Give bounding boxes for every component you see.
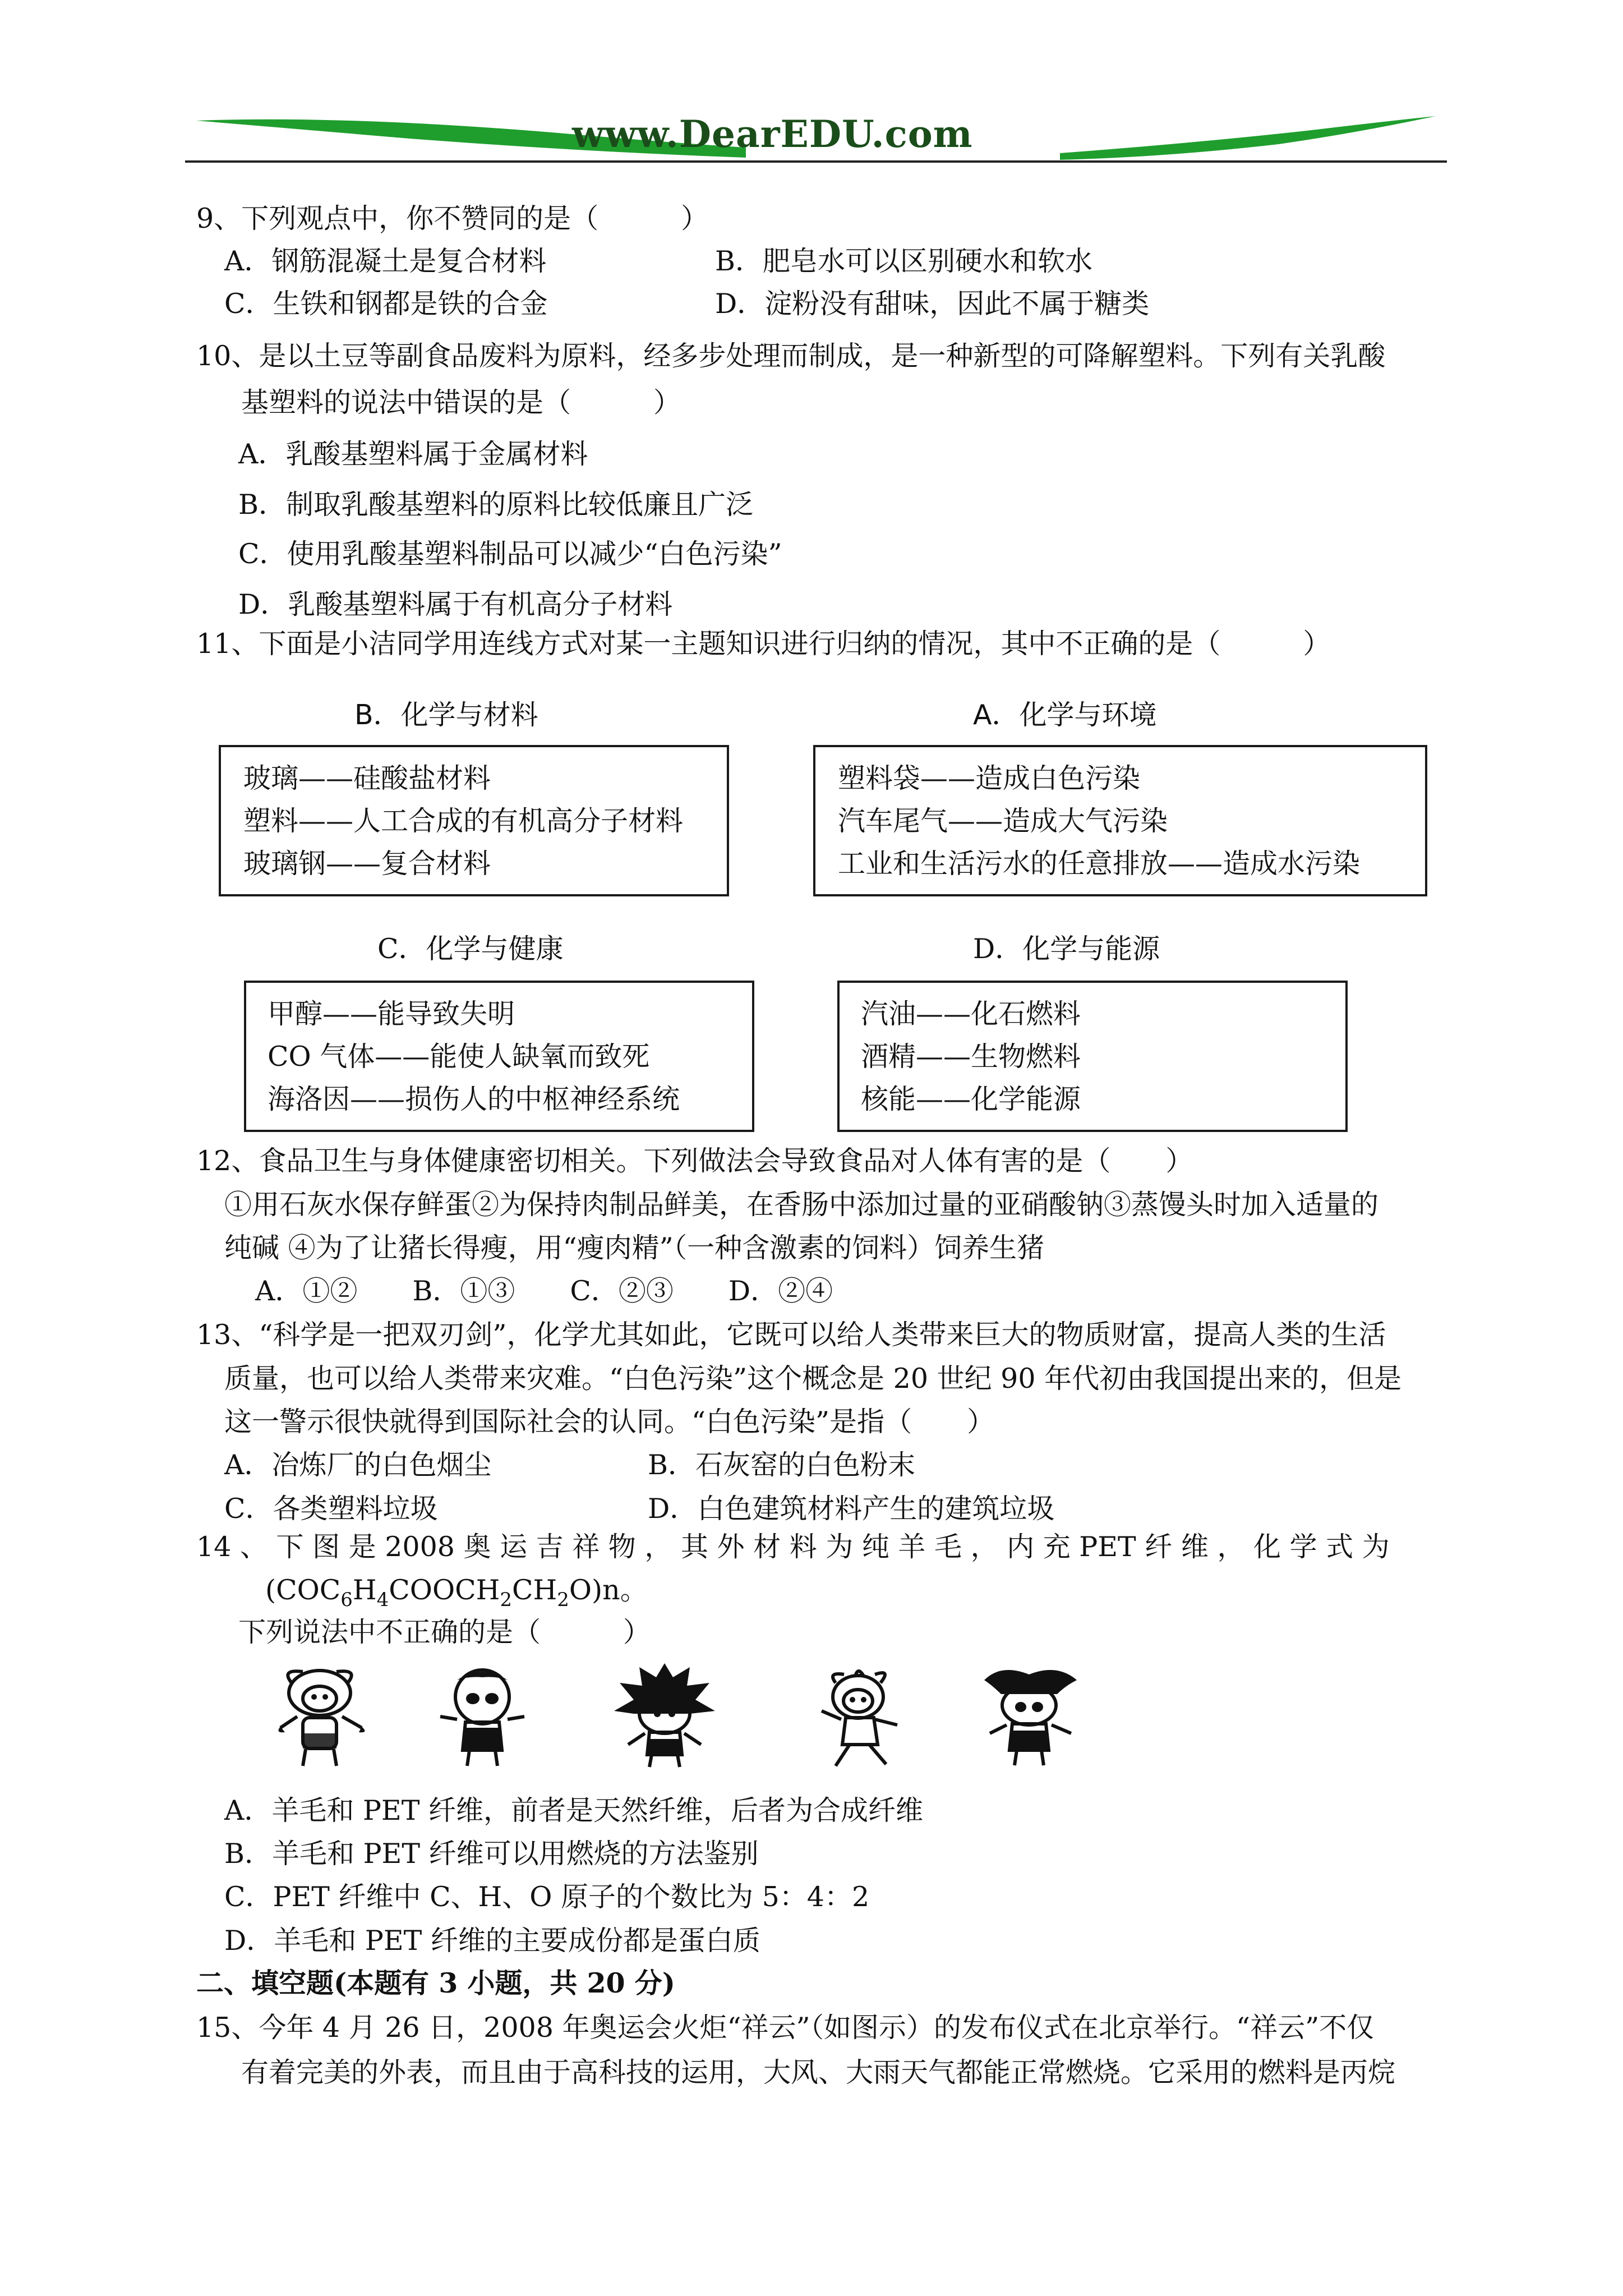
mascots-figure <box>252 1660 1122 1773</box>
q9-option-d: D．淀粉没有甜味，因此不属于糖类 <box>715 288 1150 320</box>
q11-box-a-line3: 工业和生活污水的任意排放——造成水污染 <box>838 848 1361 880</box>
q11-box-b-line1: 玻璃——硅酸盐材料 <box>243 762 491 794</box>
q13-option-a: A．冶炼厂的白色烟尘 <box>224 1449 492 1481</box>
q11-box-c-title: C．化学与健康 <box>377 933 564 965</box>
q13-line3: 这一警示很快就得到国际社会的认同。“白色污染”是指（ ） <box>224 1406 995 1438</box>
q9-option-b: B．肥皂水可以区别硬水和软水 <box>715 245 1093 277</box>
q11-stem: 11、下面是小洁同学用连线方式对某一主题知识进行归纳的情况，其中不正确的是（ ） <box>196 628 1331 660</box>
q11-box-d-title: D．化学与能源 <box>973 933 1160 965</box>
q13-line1: 13、“科学是一把双刃剑”，化学尤其如此，它既可以给人类带来巨大的物质财富，提高人类的生活 <box>196 1319 1386 1351</box>
formula-subscript: 4 <box>376 1589 389 1611</box>
q10-option-a: A．乳酸基塑料属于金属材料 <box>238 438 588 470</box>
mascot-jingjing-drawing <box>423 1666 541 1770</box>
mascot-nini-drawing <box>967 1663 1091 1770</box>
header-banner <box>185 104 1447 165</box>
q11-box-d-line1: 汽油——化石燃料 <box>861 998 1081 1030</box>
q11-box-b <box>219 745 729 896</box>
formula-subscript: 2 <box>500 1589 512 1611</box>
q12-line2: 纯碱 ④为了让猪长得瘦，用“瘦肉精”（一种含激素的饲料）饲养生猪 <box>224 1232 1045 1264</box>
q10-option-d: D．乳酸基塑料属于有机高分子材料 <box>238 588 673 620</box>
q13-option-c: C．各类塑料垃圾 <box>224 1493 438 1525</box>
q14-option-d: D．羊毛和 PET 纤维的主要成份都是蛋白质 <box>224 1925 760 1957</box>
formula-subscript: 6 <box>340 1589 353 1611</box>
q11-box-d-line2: 酒精——生物燃料 <box>861 1041 1081 1073</box>
section2-title: 二、填空题(本题有 3 小题，共 20 分) <box>196 1967 675 1999</box>
q14-option-a: A．羊毛和 PET 纤维，前者是天然纤维，后者为合成纤维 <box>224 1795 923 1826</box>
q10-option-b: B．制取乳酸基塑料的原料比较低廉且广泛 <box>238 489 754 521</box>
mascot-huanhuan-drawing <box>600 1660 729 1770</box>
q14-line1: 14 、 下 图 是 2008 奥 运 吉 祥 物 ， 其 外 材 料 为 纯 羊 毛 ， 内 充 PET 纤 维 ， 化 学 式 为 <box>196 1531 1390 1563</box>
q11-box-c-line2: CO 气体——能使人缺氧而致死 <box>268 1041 650 1073</box>
q12-options: A．①② B．①③ C．②③ D．②④ <box>255 1275 833 1307</box>
q11-box-a-line2: 汽车尾气——造成大气污染 <box>838 805 1168 837</box>
q11-box-d <box>837 981 1348 1132</box>
q12-stem: 12、食品卫生与身体健康密切相关。下列做法会导致食品对人体有害的是（ ） <box>196 1145 1193 1177</box>
q10-option-c: C．使用乳酸基塑料制品可以减少“白色污染” <box>238 538 782 570</box>
q11-box-d-line3: 核能——化学能源 <box>861 1083 1081 1115</box>
q15-line1: 15、今年 4 月 26 日，2008 年奥运会火炬“祥云”（如图示）的发布仪式在北京举行。“祥云”不仅 <box>196 2012 1375 2044</box>
q9-option-a: A．钢筋混凝土是复合材料 <box>224 245 547 277</box>
q14-formula <box>265 1573 648 1617</box>
q9-stem: 9、下列观点中，你不赞同的是（ ） <box>196 203 709 234</box>
site-logo-text: www.DearEDU.com <box>572 112 973 156</box>
formula-part: H <box>352 1574 377 1606</box>
formula-subscript: 2 <box>557 1589 569 1611</box>
q11-box-b-line3: 玻璃钢——复合材料 <box>243 848 491 880</box>
q13-option-d: D．白色建筑材料产生的建筑垃圾 <box>648 1493 1055 1525</box>
q13-option-b: B．石灰窑的白色粉末 <box>648 1449 916 1481</box>
mascot-beibei-drawing <box>258 1666 381 1770</box>
q15-line2: 有着完美的外表，而且由于高科技的运用，大风、大雨天气都能正常燃烧。它采用的燃料是丙烷 <box>241 2056 1396 2088</box>
q12-line1: ①用石灰水保存鲜蛋②为保持肉制品鲜美，在香肠中添加过量的亚硝酸钠③蒸馒头时加入适量的 <box>224 1189 1379 1221</box>
q11-box-c-line1: 甲醇——能导致失明 <box>268 998 515 1030</box>
q11-box-a-title: A．化学与环境 <box>973 699 1157 731</box>
formula-part: O)n。 <box>569 1574 648 1606</box>
q14-option-b: B．羊毛和 PET 纤维可以用燃烧的方法鉴别 <box>224 1838 759 1870</box>
q11-box-a <box>813 745 1427 896</box>
q13-line2: 质量，也可以给人类带来灾难。“白色污染”这个概念是 20 世纪 90 年代初由我国提出来的，但是 <box>224 1363 1402 1395</box>
formula-part: CH <box>512 1574 557 1606</box>
mascot-yingying-drawing <box>802 1666 920 1770</box>
q11-box-c <box>244 981 754 1132</box>
formula-part: COOCH <box>389 1574 500 1606</box>
q11-box-c-line3: 海洛因——损伤人的中枢神经系统 <box>268 1083 680 1115</box>
q9-option-c: C．生铁和钢都是铁的合金 <box>224 288 548 320</box>
formula-part: (COC <box>265 1574 341 1606</box>
q14-line3: 下列说法中不正确的是（ ） <box>238 1616 651 1648</box>
q10-stem-line1: 10、是以土豆等副食品废料为原料，经多步处理而制成，是一种新型的可降解塑料。下列有关乳酸 <box>196 340 1386 372</box>
q11-box-b-line2: 塑料——人工合成的有机高分子材料 <box>243 805 684 837</box>
q11-box-b-title: B．化学与材料 <box>354 699 538 731</box>
q14-option-c: C．PET 纤维中 C、H、O 原子的个数比为 5：4：2 <box>224 1881 870 1913</box>
q11-box-a-line1: 塑料袋——造成白色污染 <box>838 762 1141 794</box>
q10-stem-line2: 基塑料的说法中错误的是（ ） <box>241 386 681 418</box>
